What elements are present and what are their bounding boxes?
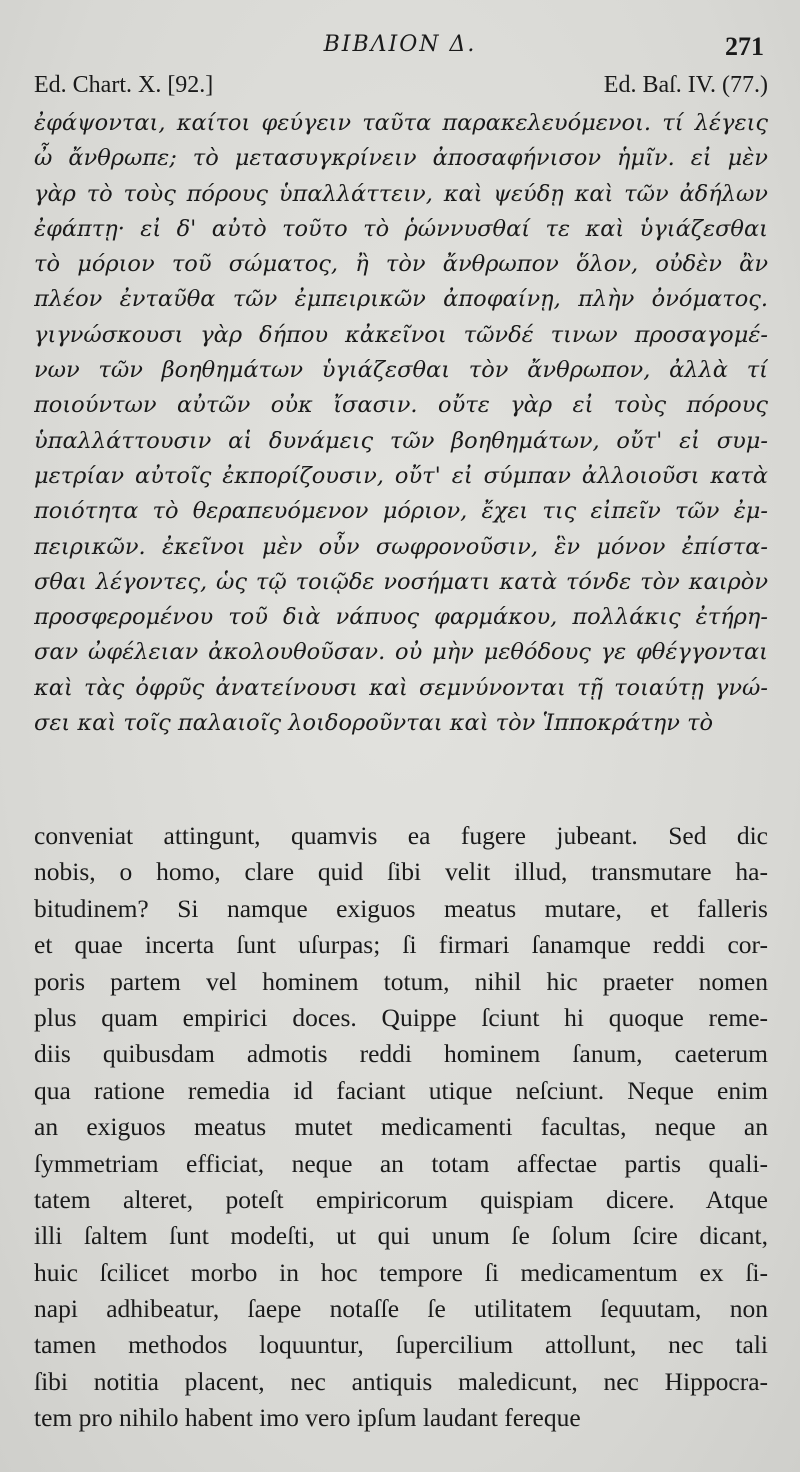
latin-text-line: tem pro nihilo habent imo vero ipſum laudant fereque [34,1403,581,1433]
latin-text-block [34,818,768,1437]
greek-text-line: τὸ μόριον τοῦ σώματος, ἢ τὸν ἄνθρωπον ὅλον, οὐδὲν ἂν [34,251,768,278]
greek-text-line: ποιότητα τὸ θεραπευόμενον μόριον, ἔχει τις εἰπεῖν τῶν ἐμ- [34,498,768,525]
greek-text-line: ὑπαλλάττουσιν αἱ δυνάμεις τῶν βοηθημάτων, οὔτ' εἰ συμ- [34,427,768,454]
greek-text-line: σθαι λέγοντες, ὡς τῷ τοιῷδε νοσήματι κατὰ τόνδε τὸν καιρὸν [34,568,768,595]
latin-text-line: huic ſcilicet morbo in hoc tempore ſi medicamentum ex ſi- [34,1257,768,1287]
edition-references [34,72,768,106]
greek-text-line: σει καὶ τοῖς παλαιοῖς λοιδοροῦνται καὶ τὸν Ἱπποκράτην τὸ [34,710,714,737]
greek-text-line: πειρικῶν. ἐκεῖνοι μὲν οὖν σωφρονοῦσιν, ἓν μόνον ἐπίστα- [34,533,768,560]
latin-text-line: ſymmetriam efficiat, neque an totam affectae partis quali- [34,1148,768,1178]
greek-text-line: πλέον ἐνταῦθα τῶν ἐμπειρικῶν ἀποφαίνῃ, πλὴν ὀνόματος. [34,286,768,313]
latin-text-line: nobis, o homo, clare quid ſibi velit illud, transmutare ha- [34,857,768,887]
latin-text-line: illi ſaltem ſunt modeſti, ut qui unum ſe ſolum ſcire dicant, [34,1221,768,1251]
greek-text-line: μετρίαν αὐτοῖς ἐκπορίζουσιν, οὔτ' εἰ σύμπαν ἀλλοιοῦσι κατὰ [34,462,768,489]
greek-text-line: καὶ τὰς ὀφρῦς ἀνατείνουσι καὶ σεμνύνονται τῇ τοιαύτῃ γνώ- [34,674,768,701]
greek-text-line: γιγνώσκουσι γὰρ δήπου κἀκεῖνοι τῶνδέ τινων προσαγομέ- [34,321,768,348]
latin-text-line: tatem alteret, poteſt empiricorum quispiam dicere. Atque [34,1184,768,1214]
latin-text-line: diis quibusdam admotis reddi hominem ſanum, caeterum [34,1039,768,1069]
edition-chartier-reference: Ed. Chart. X. [92.] [34,72,214,98]
greek-text-line: νων τῶν βοηθημάτων ὑγιάζεσθαι τὸν ἄνθρωπον, ἀλλὰ τί [34,357,768,384]
greek-text-line: σαν ὠφέλειαν ἀκολουθοῦσαν. οὐ μὴν μεθόδους γε φθέγγονται [34,639,768,666]
latin-text-line: bitudinem? Si namque exiguos meatus mutare, et falleris [34,893,768,923]
page-number: 271 [725,32,764,61]
greek-text-line: γὰρ τὸ τοὺς πόρους ὑπαλλάττειν, καὶ ψεύδῃ καὶ τῶν ἀδήλων [34,180,768,207]
latin-text-line: et quae incerta ſunt uſurpas; ſi firmari ſanamque reddi cor- [34,930,768,960]
greek-text-line: ἐφάψονται, καίτοι φεύγειν ταῦτα παρακελευόμενοι. τί λέγεις [34,110,768,136]
latin-text-line: conveniat attingunt, quamvis ea fugere jubeant. Sed dic [34,821,768,850]
edition-basel-reference: Ed. Baſ. IV. (77.) [603,72,768,98]
latin-text-line: plus quam empirici doces. Quippe ſciunt hi quoque reme- [34,1002,768,1032]
latin-text-line: tamen methodos loquuntur, ſupercilium attollunt, nec tali [34,1330,768,1360]
latin-text-line: napi adhibeatur, ſaepe notaſſe ſe utilitatem ſequutam, non [34,1294,768,1324]
greek-text-line: προσφερομένου τοῦ διὰ νάπυος φαρμάκου, πολλάκις ἐτήρη- [34,604,768,631]
latin-text-line: qua ratione remedia id faciant utique neſciunt. Neque enim [34,1075,768,1105]
greek-text-line: ὦ ἄνθρωπε; τὸ μετασυγκρίνειν ἀποσαφήνισον ἡμῖν. εἰ μὲν [34,145,768,172]
greek-text-block [34,106,768,741]
latin-text-line: ſibi notitia placent, nec antiquis maledicunt, nec Hippocra- [34,1366,768,1396]
running-title: BIBΛΙΟΝ Δ. [323,32,477,57]
running-head [0,28,800,64]
latin-text-line: poris partem vel hominem totum, nihil hic praeter nomen [34,966,768,996]
latin-text-line: an exiguos meatus mutet medicamenti facultas, neque an [34,1112,768,1142]
greek-text-line: ἐφάπτῃ· εἰ δ' αὐτὸ τοῦτο τὸ ῥώννυσθαί τε καὶ ὑγιάζεσθαι [34,215,768,242]
greek-text-line: ποιούντων αὐτῶν οὐκ ἴσασιν. οὔτε γὰρ εἰ τοὺς πόρους [34,392,768,419]
